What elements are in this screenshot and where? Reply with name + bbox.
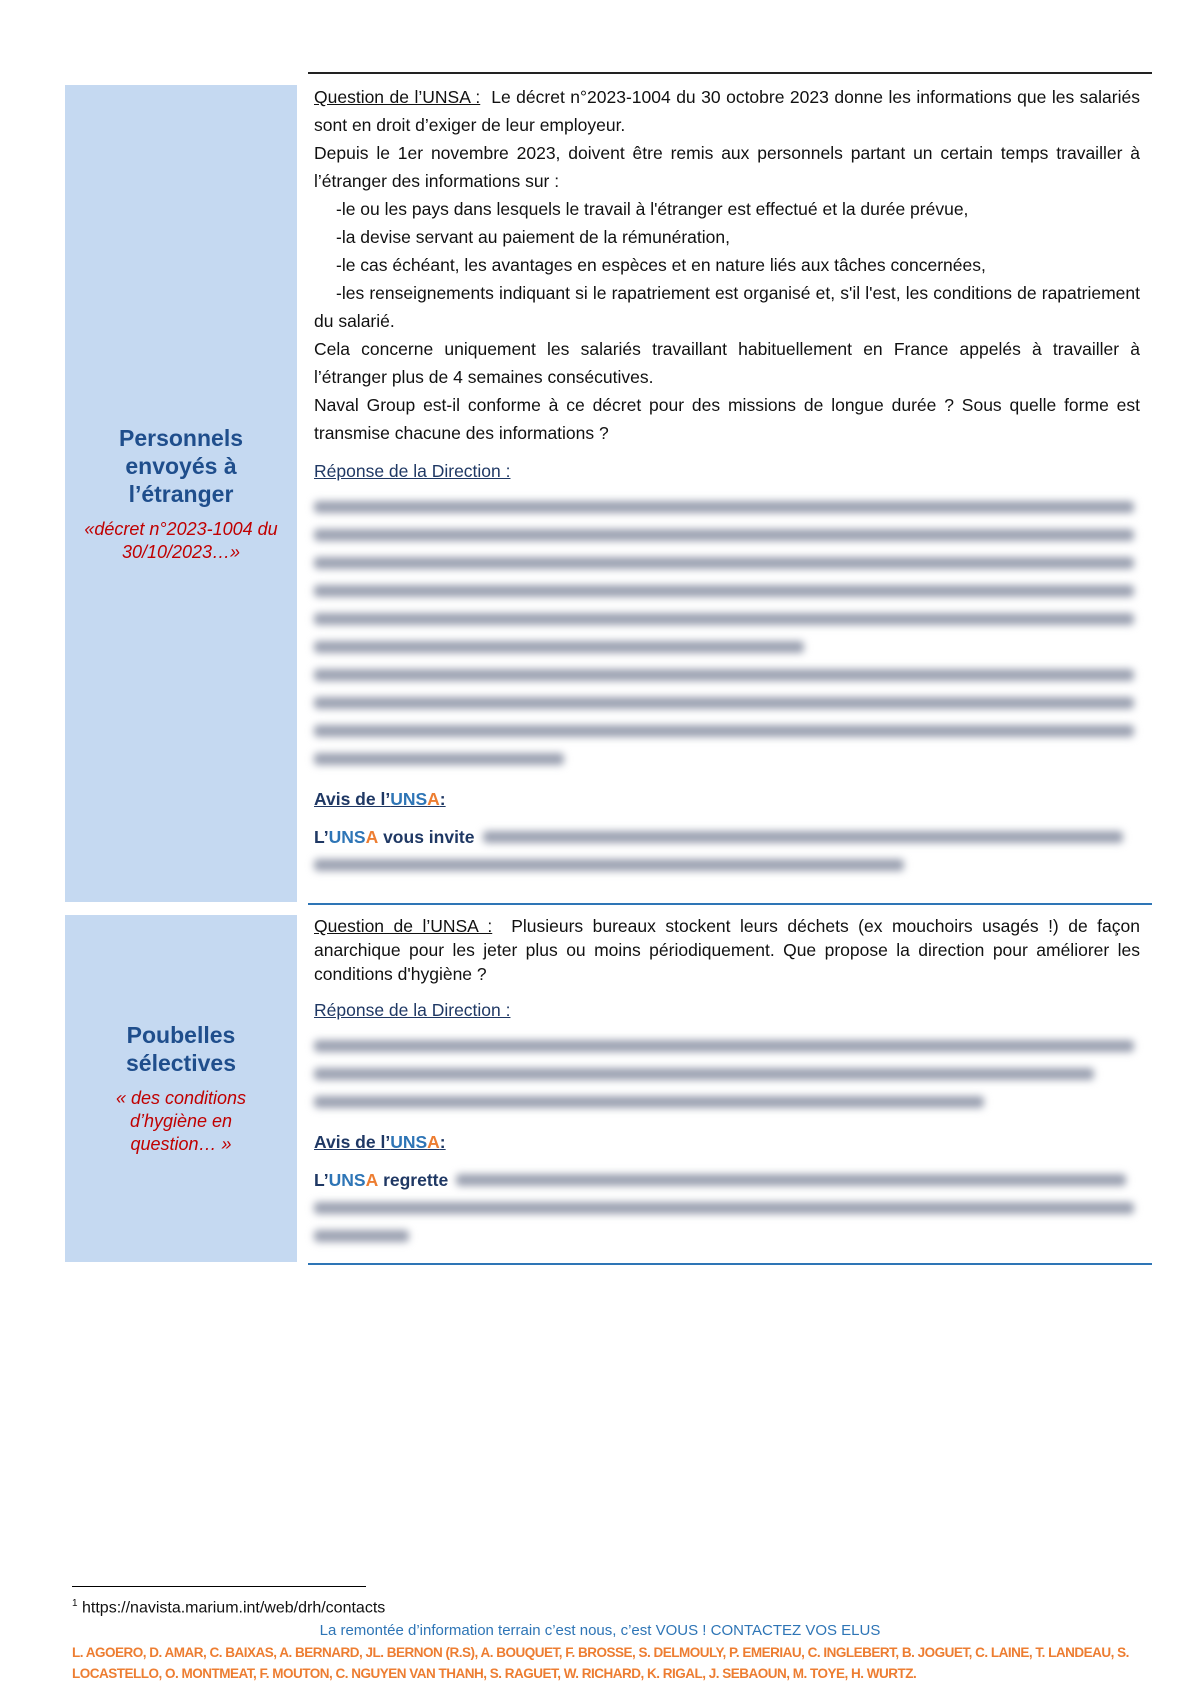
footer-slogan: La remontée d’information terrain c’est nous, c’est VOUS ! CONTACTEZ VOS ELUS xyxy=(319,1622,881,1639)
section-subtitle: «décret n°2023-1004 du 30/10/2023…» xyxy=(84,518,278,562)
question-label: Question de l’UNSA : xyxy=(314,87,481,107)
question-text: Depuis le 1er novembre 2023, doivent être remis aux personnels partant un certain temps travailler à l’étranger des informations sur : xyxy=(314,143,1140,191)
footer-names: L. AGOERO, D. AMAR, C. BAIXAS, A. BERNARD, JL. BERNON (R.S), A. BOUQUET, F. BROSSE, S. DELMOULY, P. EMERIAU, C. INGLEBERT, B. JOGUET, C. LAINE, T. LANDEAU, S. LOCASTELLO, O. MONTMEAT, F. MOUTON, C. NGUYEN VAN THANH, S. RAGUET, W. RICHARD, K. RIGAL, J. SEBAOUN, M. TOYE, H. WURTZ. xyxy=(72,1645,1129,1681)
section-content-poubelles xyxy=(314,914,1140,1250)
question-text: Le décret n°2023-1004 du 30 octobre 2023 donne les informations que les salariés sont en droit d’exiger de leur employeur. xyxy=(314,87,1140,135)
unsa-a: A xyxy=(427,789,440,809)
section-divider xyxy=(308,1263,1152,1265)
list-item: -les renseignements indiquant si le rapatriement est organisé et, s'il l'est, les conditions de rapatriement du salarié. xyxy=(314,283,1140,331)
unsa-un: UN xyxy=(328,827,354,847)
question-label: Question de l’UNSA : xyxy=(314,916,493,936)
unsa-un: UN xyxy=(390,1132,416,1152)
redacted-response xyxy=(314,493,1140,773)
avis-verb: vous invite xyxy=(383,827,475,847)
footnote xyxy=(72,1598,385,1617)
unsa-a: A xyxy=(427,1132,440,1152)
section-sidebar-personnels xyxy=(65,85,297,902)
section-divider xyxy=(308,903,1152,905)
top-rule xyxy=(308,72,1152,74)
section-sidebar-poubelles xyxy=(65,915,297,1262)
unsa-un: UN xyxy=(390,789,416,809)
avis-text xyxy=(314,823,1140,851)
unsa-s: S xyxy=(415,789,428,809)
footnote-number: 1 xyxy=(72,1598,78,1609)
question-text: Plusieurs bureaux stockent leurs déchets (ex mouchoirs usagés !) de façon anarchique pour les jeter plus ou moins périodiquement. Que propose la direction pour améliorer les conditions d'hygiène ? xyxy=(314,916,1140,984)
avis-label: Avis de l’ xyxy=(314,1132,391,1152)
avis-text xyxy=(314,1166,1140,1194)
unsa-s: S xyxy=(415,1132,428,1152)
response-label: Réponse de la Direction : xyxy=(314,461,511,481)
list-item: -le cas échéant, les avantages en espèces et en nature liés aux tâches concernées, xyxy=(336,255,986,275)
avis-verb: regrette xyxy=(383,1170,449,1190)
footnote-link[interactable]: https://navista.marium.int/web/drh/contacts xyxy=(82,1599,386,1617)
unsa-a: A xyxy=(365,827,379,847)
response-label: Réponse de la Direction : xyxy=(314,1000,511,1020)
unsa-s: S xyxy=(353,1170,366,1190)
avis-colon: : xyxy=(439,789,446,809)
section-content-personnels xyxy=(314,83,1140,879)
section-subtitle: « des conditions d’hygiène en question… » xyxy=(115,1088,247,1154)
unsa-un: UN xyxy=(328,1170,354,1190)
list-item: -le ou les pays dans lesquels le travail à l'étranger est effectué et la durée prévue, xyxy=(336,199,969,219)
section-title: Poubelles sélectives xyxy=(126,1022,236,1076)
section-title: Personnels envoyés à l’étranger xyxy=(119,424,243,507)
footnote-rule xyxy=(72,1586,366,1587)
question-text: Naval Group est-il conforme à ce décret pour des missions de longue durée ? Sous quelle forme est transmise chacune des informations ? xyxy=(314,395,1140,443)
avis-label: Avis de l’ xyxy=(314,789,391,809)
unsa-a: A xyxy=(365,1170,379,1190)
unsa-prefix: L’ xyxy=(314,827,329,847)
avis-colon: : xyxy=(439,1132,446,1152)
redacted-response xyxy=(314,1032,1140,1116)
unsa-s: S xyxy=(353,827,366,847)
unsa-prefix: L’ xyxy=(314,1170,329,1190)
question-text: Cela concerne uniquement les salariés travaillant habituellement en France appelés à travailler à l’étranger plus de 4 semaines consécutives. xyxy=(314,339,1140,387)
list-item: -la devise servant au paiement de la rémunération, xyxy=(336,227,730,247)
